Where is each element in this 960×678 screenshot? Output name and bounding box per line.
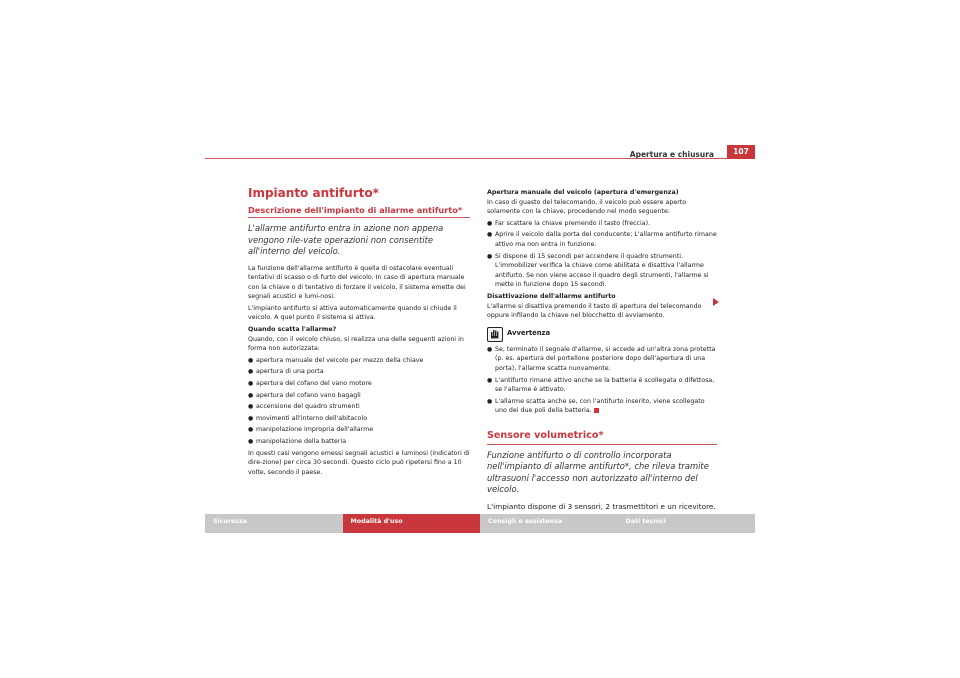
left-column (248, 185, 470, 479)
page-number: 107 (727, 145, 755, 159)
paragraph: La funzione dell'allarme antifurto è quella di ostacolare eventuali tentativi di scasso o di furto del veicolo. In caso di apertura manuale con la chiave o di tentativo di forzare il veicolo, il sistema emette dei segnali acustici e lumi-nosi. (248, 264, 466, 301)
sensor-text: L'impianto dispone di 3 sensori, 2 trasmettitori e un ricevitore. (487, 501, 716, 511)
list-item: ● accensione del quadro strumenti (248, 402, 470, 412)
list-item: ● manipolazione della batteria (248, 437, 470, 447)
subheading: Apertura manuale del veicolo (apertura d'emergenza) (487, 189, 679, 196)
tab-sicurezza[interactable]: Sicurezza (205, 514, 343, 533)
tab-modalita-uso[interactable]: Modalità d'uso (343, 514, 481, 533)
tab-dati-tecnici[interactable]: Dati tecnici (618, 514, 756, 533)
right-column (487, 186, 717, 512)
subheading: Quando scatta l'allarme? (248, 326, 337, 334)
list-item: ● Se, terminato il segnale d'allarme, si accede ad un'altra zona protetta (p. es. apertura del portellone posteriore dopo dell'apertura di una porta), l'allarme scatta nuovamente. (487, 345, 717, 374)
manual-open-list (487, 219, 717, 290)
list-item: ● apertura del cofano vano bagagli (248, 391, 470, 401)
section-end-icon (594, 408, 599, 413)
paragraph: Quando, con il veicolo chiuso, si realizza una delle seguenti azioni in forma non autorizzata: (248, 335, 464, 353)
list-item: ● apertura del cofano del vano motore (248, 379, 470, 389)
continue-arrow-icon (713, 298, 719, 306)
alarm-trigger-list (248, 356, 470, 447)
paragraph: L'impianto antifurto si attiva automaticamente quando si chiude il veicolo. A quel punto il sistema si attiva. (248, 304, 457, 322)
paragraph: L'allarme si disattiva premendo il tasto di apertura del telecomando oppure infilando la chiave nel blocchetto di avviamento. (487, 302, 702, 320)
list-item: ● movimenti all'interno dell'abitacolo (248, 414, 470, 424)
footer-nav (205, 514, 755, 533)
list-item: ● apertura manuale del veicolo per mezzo della chiave (248, 356, 470, 366)
hand-icon (487, 327, 503, 342)
section-subtitle: Descrizione dell'impianto di allarme antifurto* (248, 205, 470, 218)
sensor-intro: Funzione antifurto o di controllo incorporata nell'impianto di allarme antifurto*, che rileva tramite ultrasuoni l'accesso non autorizzato all'interno del veicolo. (487, 449, 709, 495)
list-item-text: L'allarme scatta anche se, con l'antifurto inserito, viene scollegato uno dei due poli della batteria. (495, 397, 705, 415)
list-item: ● L'antifurto rimane attivo anche se la batteria è scollegata o difettosa, se l'allarme è attivato. (487, 376, 717, 395)
intro-text: L'allarme antifurto entra in azione non appena vengono rile-vate operazioni non consentite all'interno del veicolo. (248, 223, 444, 256)
list-item: ● manipolazione impropria dell'allarme (248, 425, 470, 435)
section-title-sensor: Sensore volumetrico* (487, 430, 717, 445)
page-title: Impianto antifurto* (248, 186, 379, 200)
tab-consigli-assistenza[interactable]: Consigli e assistenza (480, 514, 618, 533)
list-item: ● Far scattare la chiave premendo il tasto (freccia). (487, 219, 717, 229)
paragraph: In questi casi vengono emessi segnali acustici e luminosi (indicatori di dire-zione) per circa 30 secondi. Questo ciclo può ripetersi fino a 10 volte, secondo il paese. (248, 449, 470, 476)
list-item: ● Si dispone di 15 secondi per accendere il quadro strumenti. L'immobilizer verifica la chiave come abilitata e disattiva l'allarme antifurto. Se non viene acceso il quadro degli strumenti, l'allarme si mette in funzione dopo 15 secondi. (487, 252, 717, 290)
subheading: Disattivazione dell'allarme antifurto (487, 292, 616, 300)
paragraph: In caso di guasto del telecomando, il veicolo può essere aperto solamente con la chiave, procedendo nel modo seguente: (487, 198, 687, 216)
list-item (487, 397, 717, 416)
section-title: Apertura e chiusura (629, 150, 714, 159)
list-item: ● Aprire il veicolo dalla porta del conducente; L'allarme antifurto rimane attivo ma non entra in funzione. (487, 230, 717, 249)
warning-header (487, 327, 717, 342)
list-item: ● apertura di una porta (248, 367, 470, 377)
warning-label: Avvertenza (507, 329, 551, 338)
warning-list (487, 345, 717, 416)
